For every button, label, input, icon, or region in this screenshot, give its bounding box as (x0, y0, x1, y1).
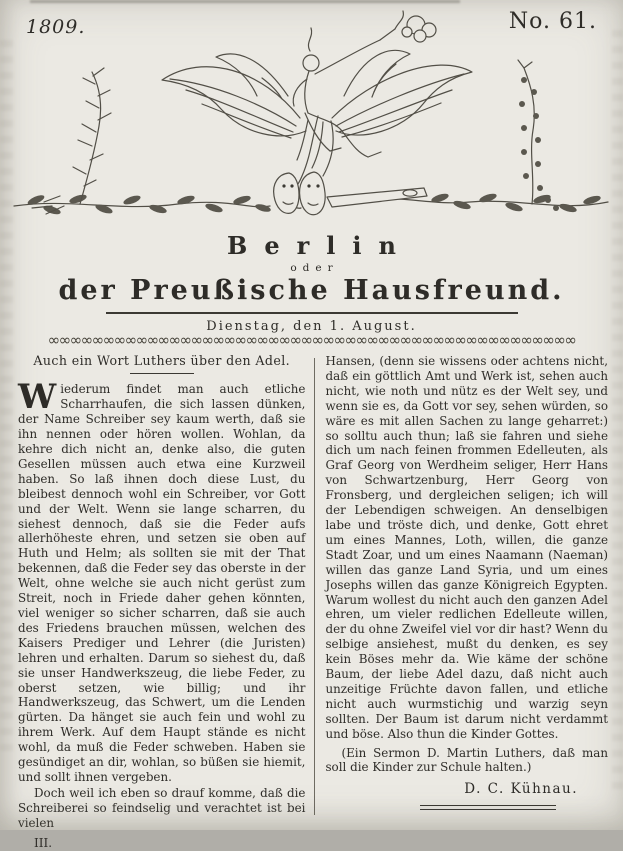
masthead-title: der Preußische Hausfreund. (58, 275, 565, 306)
left-paragraph-1-text: iederum findet man auch etliche Scharrhaufen, die sich lassen dünken, der Name Schreiber sey kaum werth, daß sie ihn nennen oder hören wollen. Wohlan, da kehre dich nicht an, denke also, die guten Gesellen müssen auch etwa eine Kurzweil haben. So laß ihnen doch diese Lust, du bleibest dennoch wohl ein Schreiber, vor Gott und der Welt. Wenn sie lange scharren, du siehest dennoch, daß sie die Feder aufs allerhöheste ehren, und setzen sie oben auf Huth und Helm; als sollten sie mit der That bekennen, daß die Feder sey das oberste in der Welt, ohne welche sie auch nicht gerüst zum Streit, noch in Friede daher gehen könnten, viel weniger so sicher scharren, daß sie auch des Friedens brauchen müssen, welchen des Kaisers Prediger und Lehrer (die Juristen) lehren und erhalten. Darum so siehest du, daß sie unser Handwerkszeug, die liebe Feder, zu oberst setzen, wie billig; und ihr Handwerkszeug, das Schwert, um die Lenden gürten. Da hänget sie auch fein und wohl zu ihrem Werk. Auf dem Haupt stände es nicht wohl, da muß die Feder schweben. Haben sie gesündiget an dir, wohlan, so büßen sie hiemit, und sollt ihnen vergeben. (18, 382, 306, 784)
right-column (325, 354, 608, 851)
left-paragraph-1 (18, 377, 306, 784)
left-flower-sprig (32, 68, 111, 214)
masthead (0, 231, 623, 349)
masthead-city: Berlin (227, 231, 413, 260)
article-end-rule (420, 805, 556, 810)
dateline: Dienstag, den 1. August. (206, 319, 417, 334)
right-paragraph-1: Hansen, (denn sie wissens oder achtens nicht, daß ein göttlich Amt und Werk ist, sehen auch nicht, wie noth und nütz es der Welt sey, und wenn sie es, da Gott vor sey, sehen würden, so wäre es mit allen Sachen zu lange geharret:) so solltu auch thun; laß sie fahren und siehe dich um nach feinen frommen Edelleuten, als Graf Georg von Werdheim seliger, Herr Hans von Schwartzenburg, Herr Georg von Fronsberg, und dergleichen seligen; ich will der Lebendigen schweigen. An denselbigen labe und tröste dich, und denke, Gott ehret um eines Mannes, Loth, willen, die ganze Stadt Zoar, und um eines Naamann (Naeman) willen das ganze Land Syria, und um eines Josephs willen das ganze Königreich Egypten. Warum wollest du nicht auch den ganzen Adel ehren, um vieler redlichen Edelleute willen, der du ohne Zweifel viel vor dir hast? Wenn du selbige ansiehest, mußt du denken, es sey kein Böses mehr da. Wie käme der schöne Baum, der liebe Adel dazu, daß nicht auch unzeitige Früchte davon fallen, und etliche nicht auch wurmstichig und warzig seyn sollten. Der Baum ist darum nicht verdammt und böse. Also thun die Kinder Gottes. (325, 354, 609, 741)
heading-rule (130, 373, 194, 375)
author-signature: D. C. Kühnau. (464, 781, 578, 798)
source-note: (Ein Sermon D. Martin Luthers, daß man soll die Kinder zur Schule halten.) (325, 745, 608, 775)
chain-border-ornament: ∞∞∞∞∞∞∞∞∞∞∞∞∞∞∞∞∞∞∞∞∞∞∞∞∞∞∞∞∞∞∞∞∞∞∞∞∞∞∞∞∞∞∞∞∞∞∞∞ (47, 331, 576, 349)
masthead-rule (106, 312, 518, 314)
eagle-left-wing (162, 67, 306, 138)
left-column (18, 354, 305, 851)
scroll-ornament (327, 188, 427, 207)
left-paragraph-2: Doch weil ich eben so drauf komme, daß die Schreiberei so feindselig und verachtet ist bei vielen (18, 785, 306, 830)
article-columns (18, 354, 608, 851)
issue-number: No. 61. (508, 9, 597, 34)
year-label: 1809. (26, 16, 86, 38)
smoke-cloud (402, 16, 436, 42)
right-flower-sprig (518, 60, 559, 211)
drop-cap: W (18, 377, 57, 418)
column-divider-rule (314, 358, 315, 815)
gathering-signature-mark: III. (34, 835, 53, 850)
eagle-right-wing (332, 65, 472, 137)
masthead-vignette-illustration (0, 0, 623, 234)
article-heading: Auch ein Wort Luthers über den Adel. (33, 353, 291, 368)
masthead-connector: oder (290, 262, 339, 274)
